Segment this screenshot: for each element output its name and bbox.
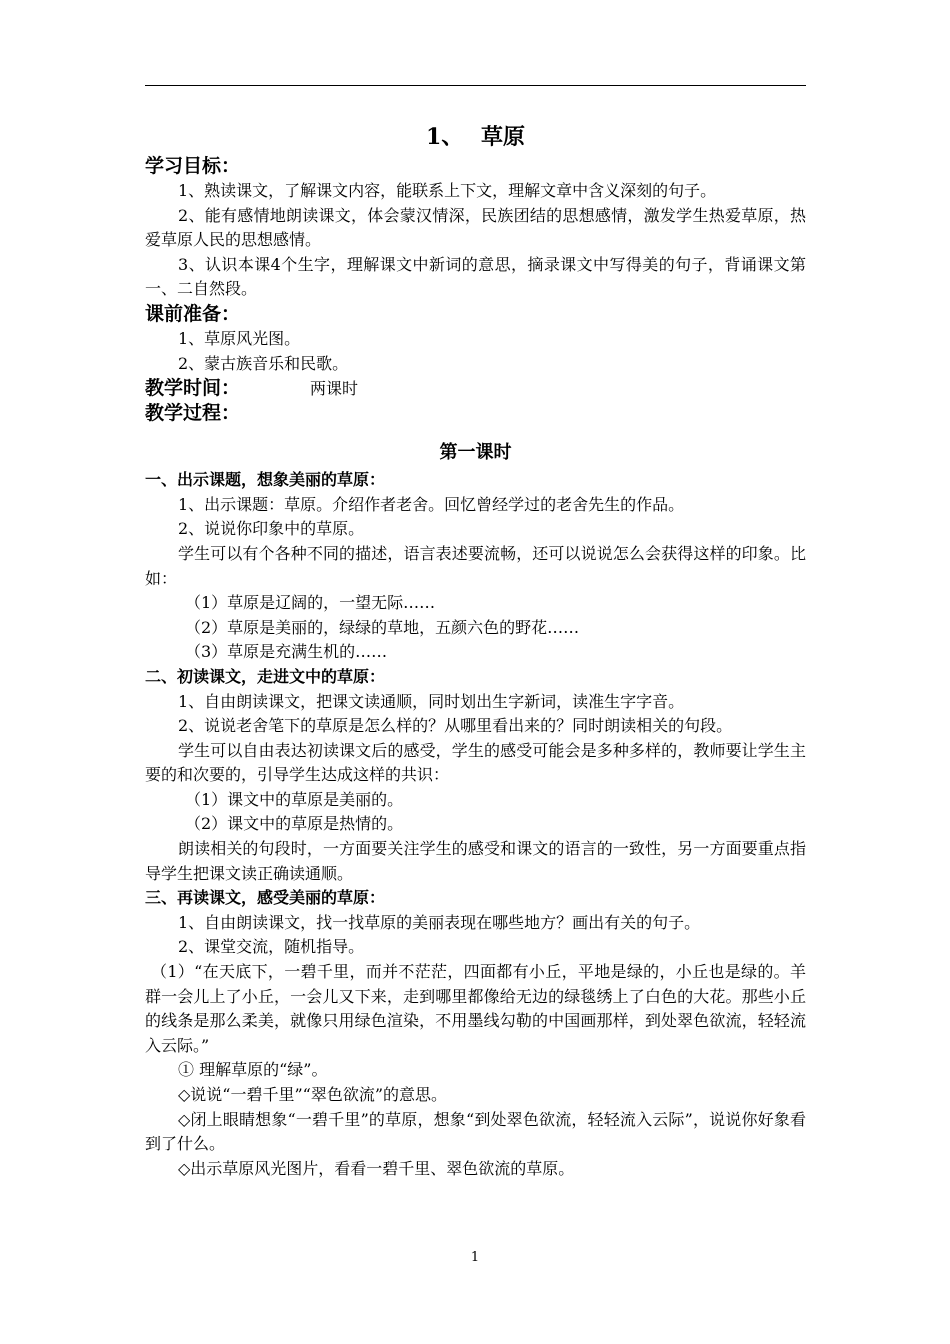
teaching-time-heading: 教学时间： [145,377,241,400]
part2-after: 朗读相关的句段时，一方面要关注学生的感受和课文的语言的一致性，另一方面要重点指导学生把课文读正确读通顺。 [145,839,806,883]
part3-heading: 三、再读课文，感受美丽的草原： [145,888,386,908]
page-number: 1 [470,1250,480,1265]
part2-heading: 二、初读课文，走进文中的草原： [145,666,386,686]
preparation-item: 1、草原风光图。 [178,328,301,348]
part1-sub: （1）草原是辽阔的，一望无际…… [185,593,436,613]
part3-tail: ◇说说“一碧千里”“翠色欲流”的意思。 [178,1085,448,1104]
objectives-heading: 学习目标： [145,155,241,177]
objective-item: 3、认识本课4个生字，理解课文中新词的意思，摘录课文中写得美的句子，背诵课文第一、二自然段。 [145,254,806,299]
part1-sub: （2）草原是美丽的，绿绿的草地，五颜六色的野花…… [185,617,580,637]
part3-tail: ◇闭上眼睛想象“一碧千里”的草原，想象“到处翠色欲流，轻轻流入云际”，说说你好象看到了什么。 [145,1109,806,1154]
part1-line: 2、说说你印象中的草原。 [178,519,365,539]
part2-line: 1、自由朗读课文，把课文读通顺，同时划出生字新词，读准生字字音。 [178,691,685,711]
part2-sub: （1）课文中的草原是美丽的。 [185,789,404,809]
document-title: 1、 草原 [426,124,525,150]
process-heading: 教学过程： [145,402,241,425]
objective-item: 2、能有感情地朗读课文，体会蒙汉情深，民族团结的思想感情，激发学生热爱草原，热爱草原人民的思想感情。 [145,205,806,250]
objective-item: 1、熟读课文，了解课文内容，能联系上下文，理解文章中含义深刻的句子。 [178,181,717,200]
header-rule [145,85,806,86]
teaching-time-row [145,376,806,401]
preparation-item: 2、蒙古族音乐和民歌。 [178,353,349,373]
part3-tail: ① 理解草原的“绿”。 [178,1060,328,1080]
part1-sub: （3）草原是充满生机的…… [185,642,388,662]
lesson-title: 第一课时 [439,442,512,464]
part3-line: 2、课堂交流，随机指导。 [178,937,365,957]
part1-line: 学生可以有个各种不同的描述，语言表述要流畅，还可以说说怎么会获得这样的印象。比如： [145,543,806,588]
part3-quote: （1）“在天底下，一碧千里，而并不茫茫，四面都有小丘，平地是绿的，小丘也是绿的。羊群一会儿上了小丘，一会儿又下来，走到哪里都像给无边的绿毯绣上了白色的大花。那些小丘的线条是那么柔美，就像只用绿色渲染，不用墨线勾勒的中国画那样，到处翠色欲流，轻轻流入云际。” [145,962,806,1055]
part3-tail: ◇出示草原风光图片，看看一碧千里、翠色欲流的草原。 [178,1158,575,1178]
part2-sub: （2）课文中的草原是热情的。 [185,814,404,834]
part2-line: 学生可以自由表达初读课文后的感受，学生的感受可能会是多种多样的，教师要让学生主要的和次要的，引导学生达成这样的共识： [145,740,806,785]
document-page [145,120,806,1181]
part1-heading: 一、出示课题，想象美丽的草原： [145,470,386,490]
teaching-time-value: 两课时 [310,379,359,399]
part2-line: 2、说说老舍笔下的草原是怎么样的？从哪里看出来的？同时朗读相关的句段。 [178,716,733,736]
part3-line: 1、自由朗读课文，找一找草原的美丽表现在哪些地方？画出有关的句子。 [178,912,701,932]
part1-line: 1、出示课题：草原。介绍作者老舍。回忆曾经学过的老舍先生的作品。 [178,494,685,514]
preparation-heading: 课前准备： [145,302,241,325]
